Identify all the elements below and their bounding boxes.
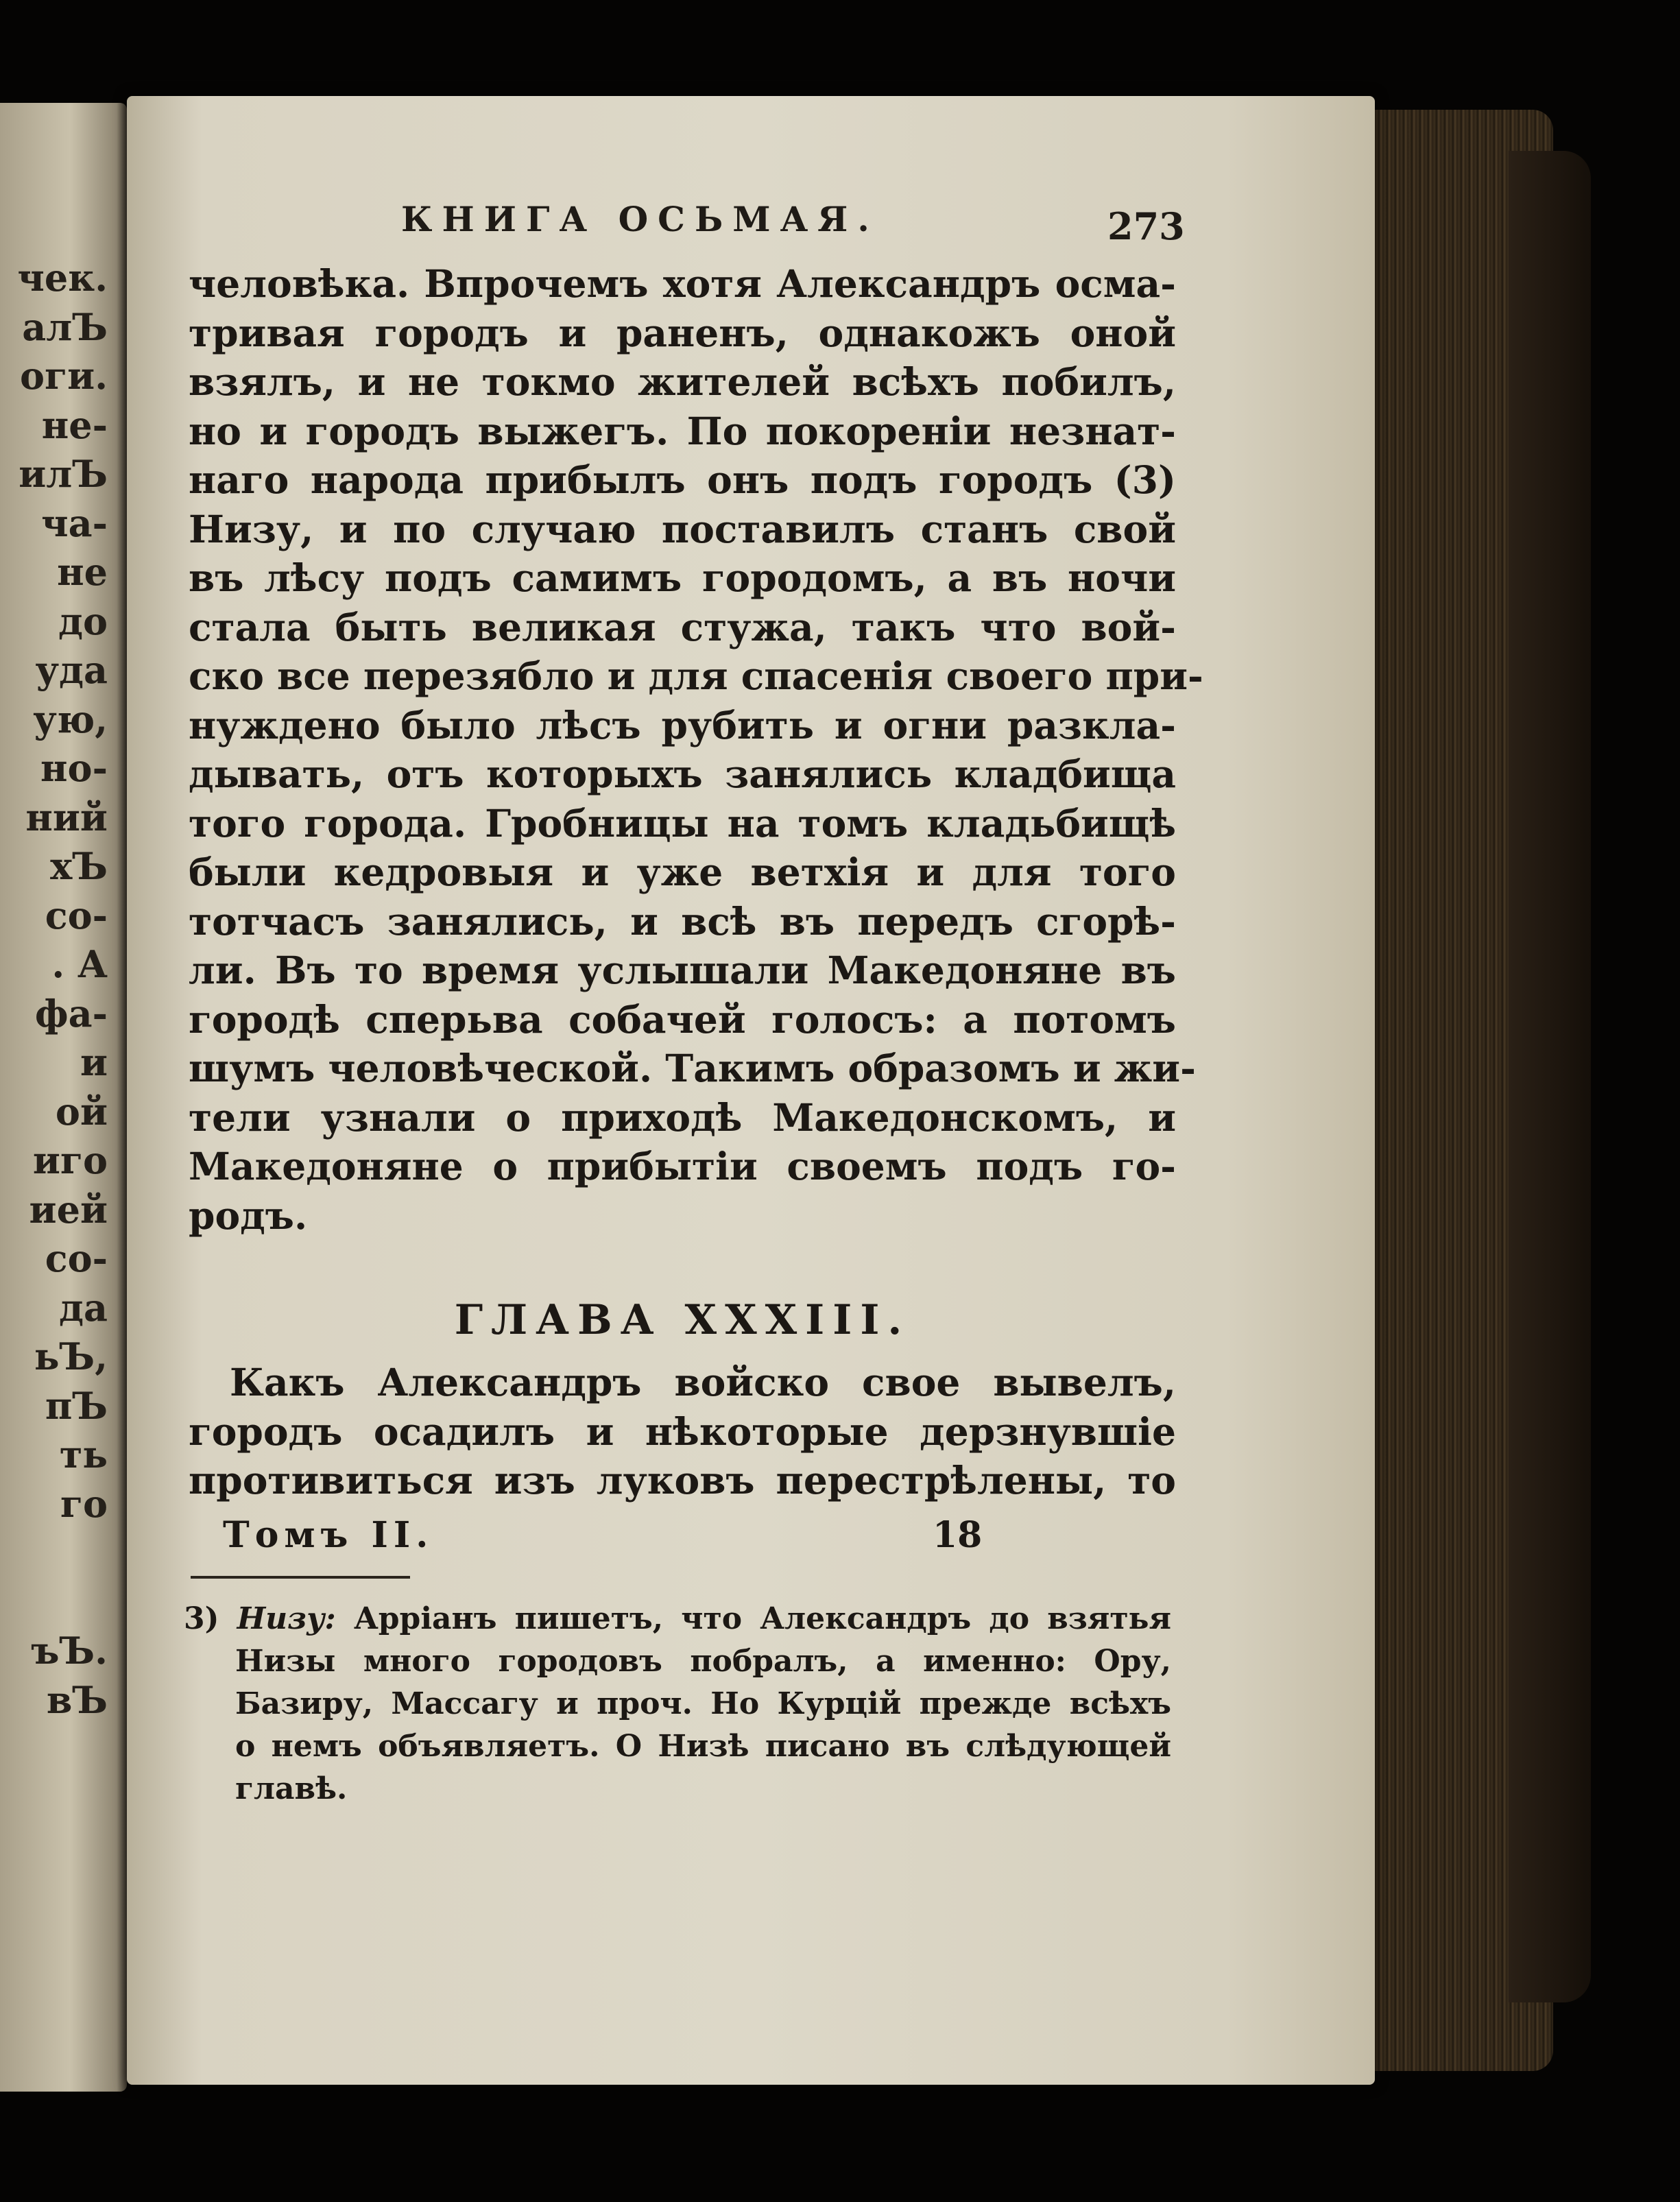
left-fragment: оги. [20, 354, 108, 398]
text-line: ско все перезябло и для спасенія своего при- [189, 654, 1203, 698]
footnote-line: о немъ объявляетъ. О Низѣ писано въ слѣдующей [235, 1729, 1171, 1764]
left-fragment: илЪ [19, 452, 108, 496]
footnote-line [184, 1598, 1171, 1640]
left-fragment: и [80, 1040, 108, 1084]
left-fragment: да [59, 1285, 108, 1330]
left-fragment: . А [51, 942, 108, 986]
left-fragment: до [58, 599, 108, 643]
text-line: нуждено было лѣсъ рубить и огни разкла- [189, 702, 1176, 747]
chapter-line: противиться изъ луковъ перестрѣлены, то [189, 1458, 1176, 1503]
text-line: родъ. [189, 1193, 308, 1238]
text-line: наго народа прибылъ онъ подъ городъ (3) [189, 457, 1176, 502]
left-fragment [5, 1529, 108, 1578]
footnote-term: Низу: [237, 1601, 336, 1636]
left-fragment: алЪ [22, 304, 108, 349]
left-fragment: пЪ [45, 1383, 108, 1428]
chapter-title: ГЛАВА XXXIII. [454, 1296, 911, 1344]
text-line: были кедровыя и уже ветхія и для того [189, 850, 1176, 894]
text-line: взялъ, и не токмо жителей всѣхъ побилъ, [189, 359, 1176, 404]
left-page-text-fragments [5, 254, 108, 1725]
text-line: но и городъ выжегъ. По покореніи незнат- [189, 408, 1176, 453]
left-fragment [5, 1578, 108, 1627]
book-cover-edge [1509, 151, 1591, 2002]
text-line: тривая городъ и раненъ, однакожъ оной [189, 310, 1176, 355]
left-fragment: ча- [41, 501, 108, 545]
left-fragment: уда [35, 648, 108, 692]
body-text [189, 259, 1203, 1240]
left-fragment: чек. [17, 256, 108, 300]
text-line: тели узнали о приходѣ Македонскомъ, и [189, 1094, 1176, 1140]
footnote [184, 1598, 1171, 1810]
chapter-line: городъ осадилъ и нѣкоторые дерзнувшіе [189, 1409, 1176, 1454]
left-fragment: хЪ [50, 844, 108, 888]
footnote-first-line: Арріанъ пишетъ, что Александръ до взятья [353, 1601, 1171, 1636]
left-fragment: ую, [33, 697, 108, 741]
left-fragment: ией [29, 1187, 108, 1232]
text-line: ли. Въ то время услышали Македоняне въ [189, 948, 1176, 992]
left-fragment: ъЪ. [31, 1629, 108, 1673]
chapter-line: Какъ Александръ войско свое вывелъ, [230, 1360, 1176, 1404]
left-fragment: со- [45, 893, 108, 937]
text-line: стала быть великая стужа, такъ что вой- [189, 604, 1176, 649]
left-fragment: не- [41, 403, 108, 447]
text-line: дывать, отъ которыхъ занялись кладбища [189, 752, 1176, 796]
text-line: шумъ человѣческой. Такимъ образомъ и жи- [189, 1046, 1196, 1090]
left-fragment: ть [59, 1433, 108, 1476]
left-fragment: но- [40, 746, 108, 790]
text-line: того города. Гробницы на томъ кладьбищѣ [189, 800, 1176, 846]
left-fragment: не [57, 550, 108, 594]
footnote-line: Базиру, Массагу и проч. Но Курцій прежде всѣхъ [235, 1686, 1171, 1721]
footnote-marker: 3) [184, 1601, 219, 1636]
left-fragment: ой [55, 1089, 108, 1134]
volume-signature: Томъ II. [223, 1514, 434, 1556]
page-number: 273 [1107, 204, 1185, 248]
text-line: тотчасъ занялись, и всѣ въ передъ сгорѣ- [189, 898, 1176, 944]
left-fragment: ний [25, 795, 108, 839]
left-fragment: фа- [34, 991, 108, 1036]
left-fragment: го [60, 1481, 108, 1526]
text-line: въ лѣсу подъ самимъ городомъ, а въ ночи [189, 555, 1176, 600]
left-fragment: ьЪ, [34, 1335, 108, 1378]
text-line: человѣка. Впрочемъ хотя Александръ осма- [189, 261, 1176, 306]
left-page-edge [0, 103, 127, 2092]
footnote-line: Низы много городовъ побралъ, а именно: Ору, [235, 1644, 1171, 1679]
text-line: Македоняне о прибытіи своемъ подъ го- [189, 1144, 1176, 1188]
chapter-summary [189, 1358, 1176, 1505]
footnote-line: главѣ. [235, 1771, 348, 1806]
left-fragment: со- [45, 1236, 108, 1280]
text-line: городѣ сперьва собачей голосъ: а потомъ [189, 996, 1176, 1042]
left-fragment: вЪ [46, 1677, 108, 1722]
running-title: КНИГА ОСЬМАЯ. [401, 199, 879, 239]
left-fragment: иго [32, 1138, 108, 1182]
text-line: Низу, и по случаю поставилъ станъ свой [189, 506, 1176, 551]
signature-number: 18 [933, 1514, 983, 1556]
footnote-rule [191, 1576, 410, 1579]
